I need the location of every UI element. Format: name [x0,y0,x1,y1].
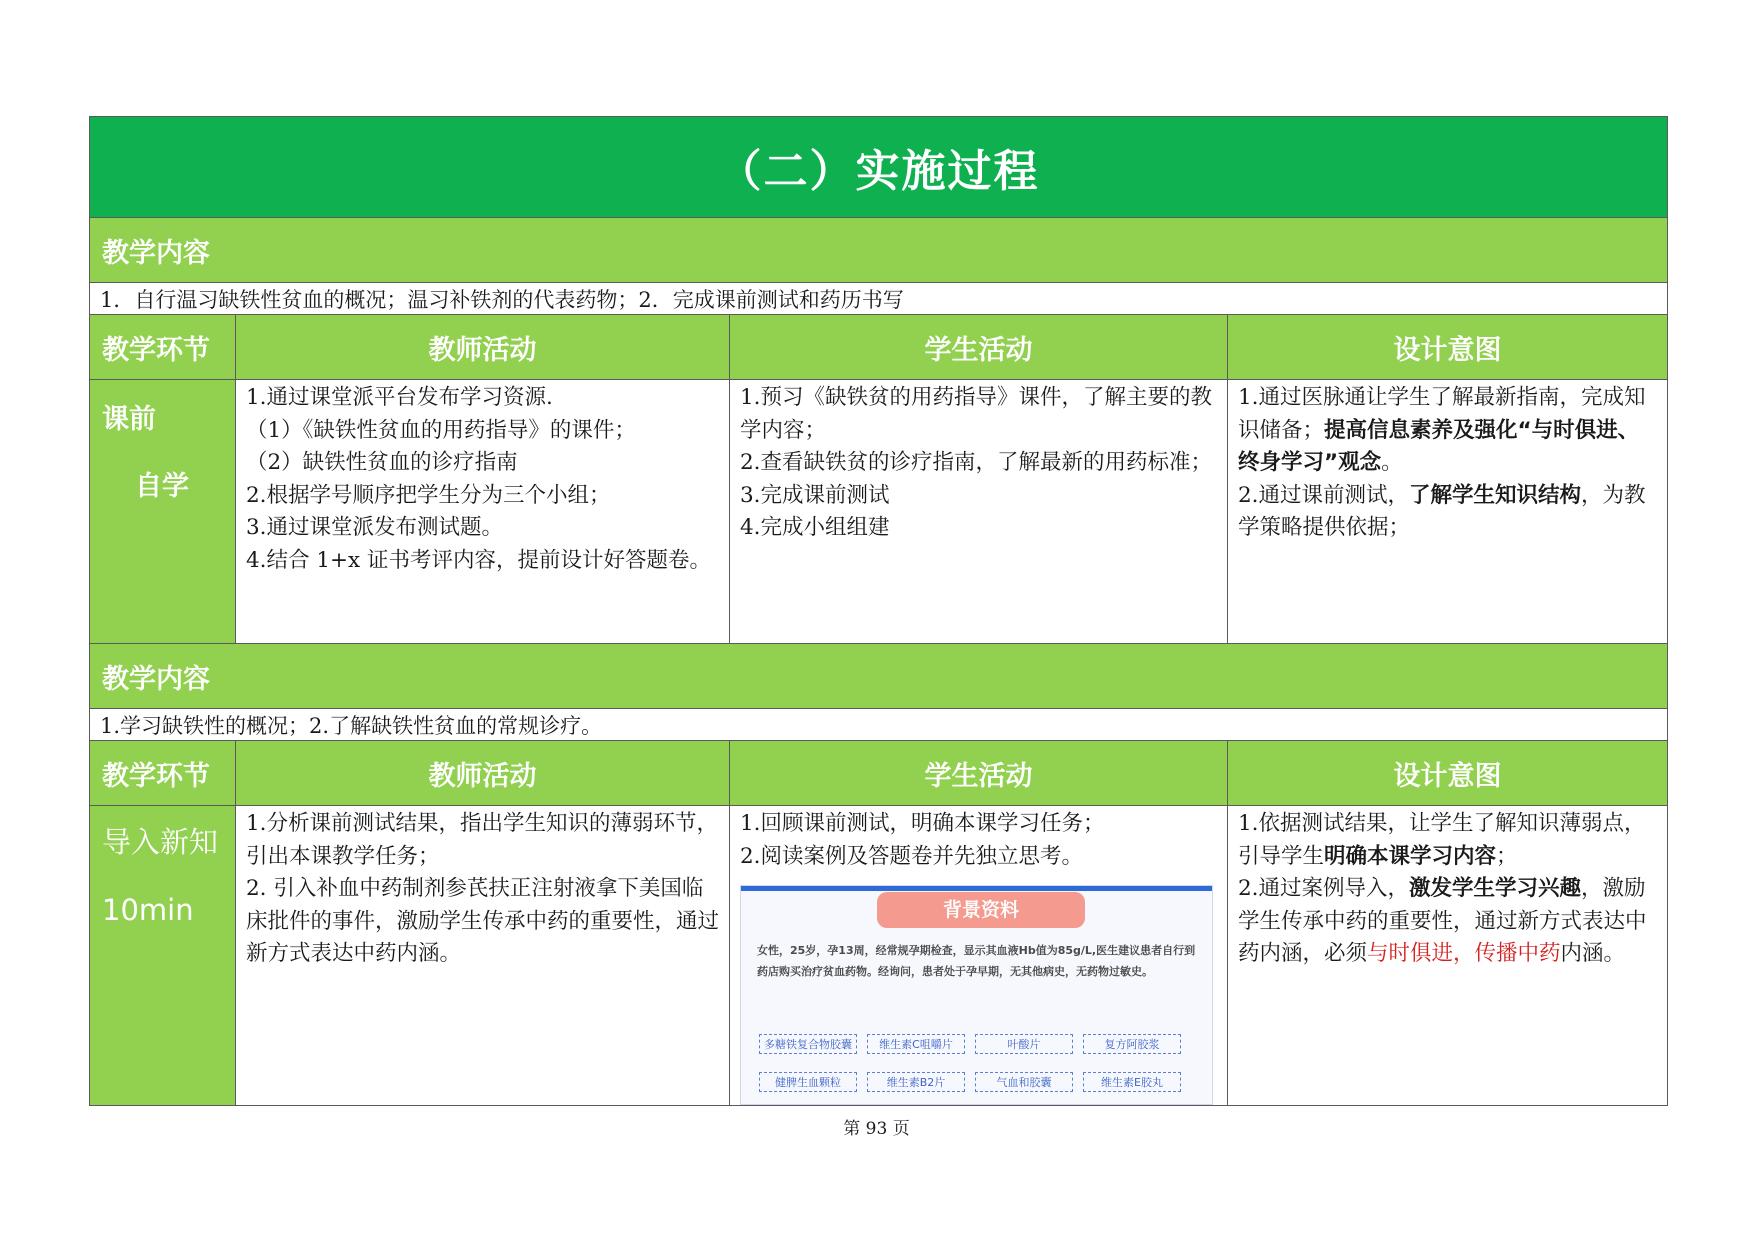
content-heading: 教学内容 [90,218,1668,283]
stage-cell [90,380,236,644]
design-intent [1228,380,1668,644]
intent-text: 2.通过案例导入， [1238,876,1410,901]
content-text: 1.学习缺铁性的概况；2.了解缺铁性贫血的常规诊疗。 [90,709,1668,741]
drug-option: 气血和胶囊 [975,1072,1073,1092]
intent-text: 2.通过课前测试， [1238,482,1410,508]
intent-text: 。 [1381,450,1403,475]
stage-label: 导入新知 [102,825,219,859]
activity-line: 3.完成课前测试 [740,482,890,508]
activity-line: 3.通过课堂派发布测试题。 [246,515,504,540]
header-teacher: 教师活动 [236,315,730,380]
intent-paragraph [1238,808,1659,873]
drug-option: 维生素B2片 [867,1072,965,1092]
activity-line: （2）缺铁性贫血的诊疗指南 [246,450,518,475]
stage-cell [90,806,236,1106]
header-stage: 教学环节 [90,741,236,806]
drug-option: 维生素C咀嚼片 [867,1034,965,1054]
intent-text: 内涵。 [1560,941,1626,966]
intent-highlight: 与时俱进，传播中药 [1367,941,1561,966]
activity-line: （1）《缺铁性贫血的用药指导》的课件； [246,417,636,443]
figure-top-bar [741,886,1212,891]
activity-line: 2.阅读案例及答题卷并先独立思考。 [740,843,1084,869]
drug-option: 健脾生血颗粒 [759,1072,857,1092]
teacher-activity [236,806,730,1106]
intent-text: ； [1496,843,1518,869]
activity-line: 2.查看缺铁贫的诊疗指南，了解最新的用药标准； [740,450,1213,475]
content-text: 1．自行温习缺铁性贫血的概况；温习补铁剂的代表药物；2．完成课前测试和药历书写 [90,283,1668,315]
teacher-activity [236,380,730,644]
activity-line: 1.回顾课前测试，明确本课学习任务； [740,811,1105,836]
drug-option: 维生素E胶丸 [1083,1072,1181,1092]
intent-text: ，激励学生传承中药的重要性，通过新方式表达中药内涵，必须 [1238,876,1647,966]
intent-paragraph [1238,382,1659,480]
student-activity [730,806,1228,1106]
header-intent: 设计意图 [1228,315,1668,380]
drug-option: 多糖铁复合物胶囊 [759,1034,857,1054]
stage-label: 自学 [135,471,189,502]
header-teacher: 教师活动 [236,741,730,806]
header-student: 学生活动 [730,741,1228,806]
table-title: （二）实施过程 [90,117,1668,218]
stage-duration: 10min [102,893,194,927]
header-stage: 教学环节 [90,315,236,380]
activity-line: 1.分析课前测试结果，指出学生知识的薄弱环节，引出本课教学任务； [246,811,719,869]
drug-options [759,1026,1198,1102]
implementation-table [89,116,1668,1106]
page-number: 第 93 页 [843,1119,910,1139]
intent-emphasis: 了解学生知识结构 [1409,482,1582,508]
drug-option: 叶酸片 [975,1034,1073,1054]
stage-label: 课前 [102,404,156,435]
student-activity [730,380,1228,644]
lesson-plan-page [89,116,1667,1106]
header-student: 学生活动 [730,315,1228,380]
intent-paragraph [1238,873,1659,971]
case-background-figure [740,885,1213,1105]
intent-emphasis: 激发学生学习兴趣 [1409,876,1582,901]
intent-emphasis: 提高信息素养及强化“与时俱进、终身学习”观念 [1238,417,1640,475]
case-banner: 背景资料 [877,892,1085,928]
activity-line: 1.通过课堂派平台发布学习资源. [246,385,553,410]
content-heading: 教学内容 [90,644,1668,709]
intent-paragraph [1238,480,1659,545]
activity-line: 4.结合 1+x 证书考评内容，提前设计好答题卷。 [246,547,712,573]
design-intent [1228,806,1668,1106]
intent-emphasis: 明确本课学习内容 [1324,843,1497,869]
drug-option: 复方阿胶浆 [1083,1034,1181,1054]
intent-text: 1.通过医脉通让学生了解最新指南，完成知识储备； [1238,385,1646,443]
activity-line: 1.预习《缺铁贫的用药指导》课件，了解主要的教学内容； [740,385,1213,443]
case-story: 女性，25岁，孕13周，经常规孕期检查，显示其血液Hb值为85g/L,医生建议患者自行到药店购买治疗贫血药物。经询问，患者处于孕早期，无其他病史，无药物过敏史。 [757,944,1196,978]
header-intent: 设计意图 [1228,741,1668,806]
activity-line: 2. 引入补血中药制剂参芪扶正注射液拿下美国临床批件的事件，激励学生传承中药的重要性，通过新方式表达中药内涵。 [246,876,720,966]
activity-line: 2.根据学号顺序把学生分为三个小组； [246,482,611,508]
intent-text: 1.依据测试结果，让学生了解知识薄弱点，引导学生 [1238,811,1646,869]
intent-text: ，为教学策略提供依据； [1238,482,1646,540]
activity-line: 4.完成小组组建 [740,515,890,540]
